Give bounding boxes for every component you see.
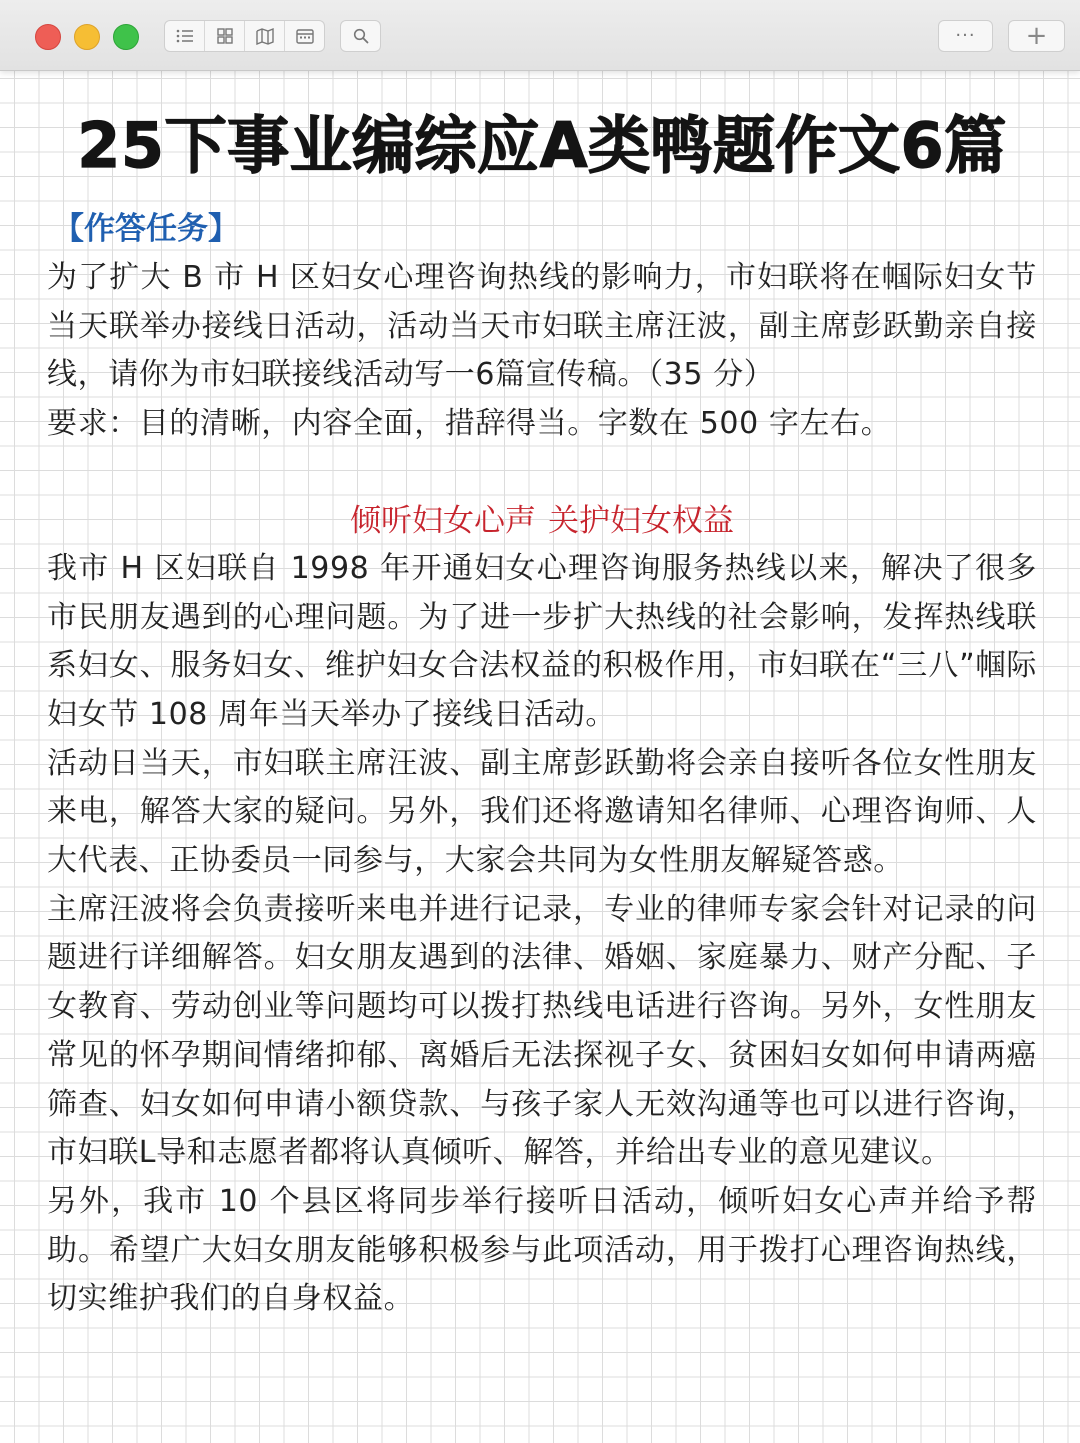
page-title: 25下事业编综应A类鸭题作文6篇 (77, 109, 1007, 182)
article-paragraph: 主席汪波将会负责接听来电并进行记录，专业的律师专家会针对记录的问题进行详细解答。妇女朋友遇到的法律、婚姻、家庭暴力、财产分配、子女教育、劳动创业等问题均可以拨打热线电话进行咨询。另外，女性朋友常见的怀孕期间情绪抑郁、离婚后无法探视子女、贫困妇女如何申请两癌筛查、妇女如何申请小额贷款、与孩子家人无效沟通等也可以进行咨询，市妇联L导和志愿者都将认真倾听、解答，并给出专业的意见建议。 (47, 891, 1037, 1171)
requirement-paragraph: 要求：目的清晰，内容全面，措辞得当。字数在 500 字左右。 (47, 406, 892, 442)
task-paragraph: 为了扩大 B 市 H 区妇女心理咨询热线的影响力，市妇联将在帼际妇女节当天联举办接线日活动，活动当天市妇联主席汪波，副主席彭跃勤亲自接线，请你为市妇联接线活动写一6篇宣传稿。（35 分） (47, 260, 1037, 393)
article-title (47, 497, 1037, 545)
article-paragraph: 活动日当天，市妇联主席汪波、副主席彭跃勤将会亲自接听各位女性朋友来电，解答大家的疑问。另外，我们还将邀请知名律师、心理咨询师、人大代表、正协委员一同参与，大家会共同为女性朋友解疑答惑。 (47, 745, 1037, 879)
more-icon: ··· (955, 25, 976, 46)
list-view-button[interactable] (165, 21, 205, 51)
view-segmented-control (164, 20, 325, 52)
search-button[interactable] (340, 20, 381, 52)
task-description (47, 254, 1037, 449)
article-body (47, 545, 1037, 1324)
list-icon (175, 28, 195, 44)
map-view-button[interactable] (245, 21, 285, 51)
plus-icon: + (1025, 21, 1048, 51)
grid-icon (216, 27, 234, 45)
calendar-view-button[interactable] (285, 21, 324, 51)
gallery-view-button[interactable] (205, 21, 245, 51)
minimize-window-button[interactable] (74, 24, 100, 50)
more-button[interactable] (938, 20, 993, 52)
zoom-window-button[interactable] (113, 24, 139, 50)
add-button[interactable] (1008, 20, 1065, 52)
section-label: 【作答任务】 (53, 211, 239, 247)
close-window-button[interactable] (35, 24, 61, 50)
search-icon (352, 27, 370, 45)
article-paragraph: 我市 H 区妇联自 1998 年开通妇女心理咨询服务热线以来，解决了很多市民朋友遇到的心理问题。为了进一步扩大热线的社会影响，发挥热线联系妇女、服务妇女、维护妇女合法权益的积极作用，市妇联在“三八”帼际妇女节 108 周年当天举办了接线日活动。 (47, 550, 1037, 732)
article-title-part2: 关护妇女权益 (548, 502, 734, 539)
calendar-icon (295, 27, 315, 45)
article-paragraph: 另外，我市 10 个县区将同步举行接听日活动，倾听妇女心声并给予帮助。希望广大妇女朋友能够积极参与此项活动，用于拨打心理咨询热线，切实维护我们的自身权益。 (47, 1183, 1037, 1317)
map-icon (255, 27, 275, 45)
window-toolbar (0, 0, 1080, 71)
note-content[interactable] (47, 90, 1037, 1324)
article-title-part1: 倾听妇女心声 (350, 502, 536, 539)
